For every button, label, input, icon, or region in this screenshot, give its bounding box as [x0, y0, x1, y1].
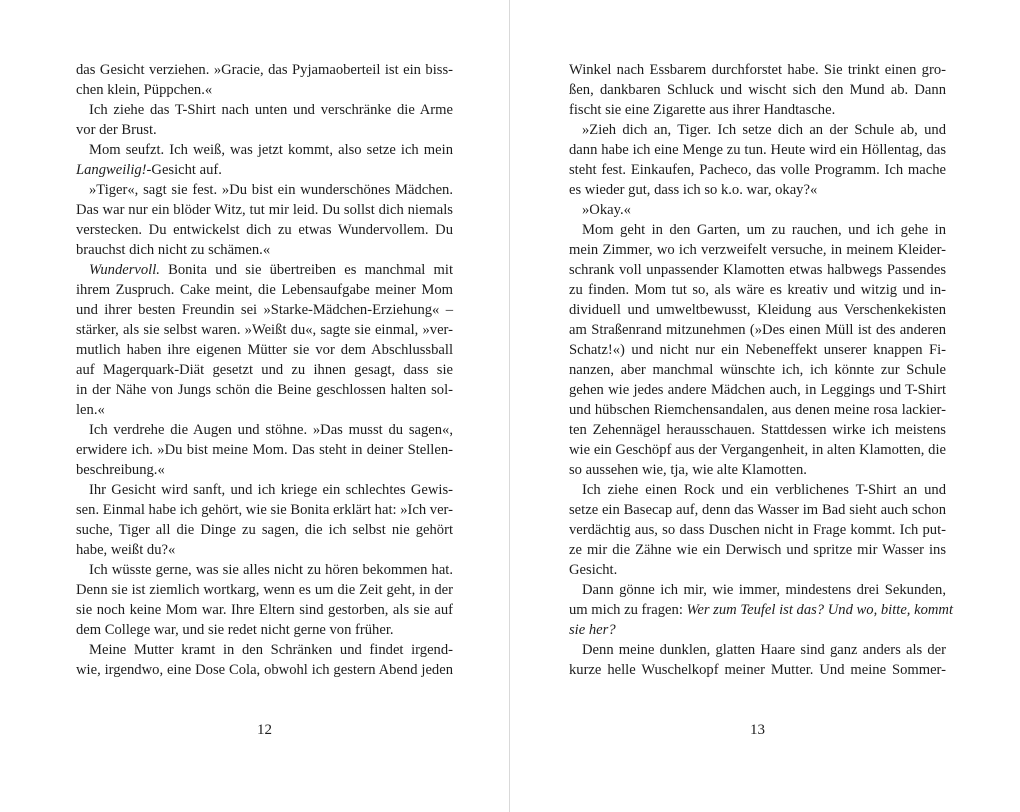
- text-line: fischt sie eine Zigarette aus ihrer Handtasche.: [569, 102, 836, 118]
- text-line: dann habe ich eine Menge zu tun. Heute wird ein Höllentag, das: [569, 142, 946, 158]
- text-line: in der Nähe von Jungs schön die Beine geschlossen halten sol-: [76, 382, 453, 398]
- text-line: das Gesicht verziehen. »Gracie, das Pyjamaoberteil ist ein biss-: [76, 62, 453, 78]
- text-line: Dann gönne ich mir, wie immer, mindestens drei Sekunden,: [582, 582, 946, 598]
- italic-word: Wundervoll.: [89, 262, 160, 278]
- text-line-italic-lead: Langweilig!-Gesicht auf.: [76, 162, 222, 178]
- text-line: stärker, als sie selbst waren. »Weißt du«, sagte sie einmal, »ver-: [76, 322, 453, 338]
- text-line: Gesicht.: [569, 562, 618, 578]
- text-line: erwidere ich. »Du bist meine Mom. Das steht in deiner Stellen-: [76, 442, 453, 458]
- italic-word: Langweilig!: [76, 162, 147, 178]
- text-line: »Okay.«: [582, 202, 631, 218]
- text-line: sie noch keine Mom war. Ihre Eltern sind gestorben, als sie auf: [76, 602, 453, 618]
- text-line: und ihrer besten Freundin sei »Starke-Mädchen-Erziehung« –: [76, 302, 453, 318]
- text-line: Denn sie ist ziemlich wortkarg, wenn es um die Zeit geht, in der: [76, 582, 453, 598]
- text-line: dividuell und umweltbewusst, Kleidung aus Verschenkekisten: [569, 302, 946, 318]
- text-line: zu finden. Mom tut so, als wäre es kreativ und witzig und in-: [569, 282, 946, 298]
- text-line: so aussehen wie, tja, wie alte Klamotten.: [569, 462, 807, 478]
- text-line: am Straßenrand mitzunehmen (»Des einen Müll ist des anderen: [569, 322, 946, 338]
- text-line: Ich wüsste gerne, was sie alles nicht zu hören bekommen hat.: [89, 562, 453, 578]
- text-line: verstecken. Du entwickelst dich zu etwas Wundervollem. Du: [76, 222, 453, 238]
- page-number-left: 12: [257, 722, 272, 738]
- text-line: Mom seufzt. Ich weiß, was jetzt kommt, also setze ich mein: [89, 142, 453, 158]
- text-line: setze ein Basecap auf, denn das Wasser im Bad sieht auch schon: [569, 502, 946, 518]
- right-page-body: [569, 60, 954, 680]
- text-line: Schatz!«) und nicht nur ein Nebeneffekt unserer knappen Fi-: [569, 342, 946, 358]
- text-line: Ich verdrehe die Augen und stöhne. »Das musst du sagen«,: [89, 422, 453, 438]
- text-line: ten Zehennägel herausschauen. Stattdessen wirke ich meistens: [569, 422, 946, 438]
- text-line: Ich ziehe das T-Shirt nach unten und verschränke die Arme: [89, 102, 453, 118]
- italic-phrase: Wer zum Teufel ist das? Und wo, bitte, kommt: [686, 602, 954, 618]
- text-line: Mom geht in den Garten, um zu rauchen, und ich gehe in: [582, 222, 946, 238]
- text-line-italic-lead: Wundervoll. Bonita und sie übertreiben es manchmal mit: [89, 262, 453, 278]
- text-line: habe, weißt du?«: [76, 542, 176, 558]
- text-line: ze mir die Zähne wie ein Derwisch und spritze mir Wasser ins: [569, 542, 946, 558]
- text-line: wie ein Geschöpf aus der Vergangenheit, in alten Klamotten, die: [569, 442, 946, 458]
- text-line: suche, Tiger all die Dinge zu sagen, die ich selbst nie gehört: [76, 522, 453, 538]
- text-line: auf Magerquark-Diät gesetzt und zu ihnen gesagt, dass sie: [76, 362, 453, 378]
- text-line: Das war nur ein blöder Witz, tut mir leid. Du sollst dich niemals: [76, 202, 453, 218]
- text-line: Meine Mutter kramt in den Schränken und findet irgend-: [89, 642, 453, 658]
- text-line: steht fest. Einkaufen, Pacheco, das volle Programm. Ich mache: [569, 162, 946, 178]
- text-line: ihrem Zuspruch. Cake meint, die Lebensaufgabe meiner Mom: [76, 282, 453, 298]
- text-line: vor der Brust.: [76, 122, 157, 138]
- text-line: Ich ziehe einen Rock und ein verblichenes T-Shirt an und: [582, 482, 946, 498]
- text-line-italic: [569, 620, 946, 640]
- italic-phrase: sie her?: [569, 622, 616, 638]
- text-line: »Tiger«, sagt sie fest. »Du bist ein wunderschönes Mädchen.: [89, 182, 453, 198]
- text-line: »Zieh dich an, Tiger. Ich setze dich an der Schule ab, und: [582, 122, 946, 138]
- text-line: Denn meine dunklen, glatten Haare sind ganz anders als der: [582, 642, 946, 658]
- text-line: kurze helle Wuschelkopf meiner Mutter. Und meine Sommer-: [569, 662, 946, 678]
- page-number-right: 13: [750, 722, 765, 738]
- text-line: dem College war, und sie redet nicht gerne von früher.: [76, 622, 394, 638]
- text-line: es wieder gut, dass ich so k.o. war, okay?«: [569, 182, 818, 198]
- text-line: wie, irgendwo, eine Dose Cola, obwohl ich gestern Abend jeden: [76, 662, 453, 678]
- text-line: gehen wie jedes andere Mädchen auch, in Leggings und T-Shirt: [569, 382, 946, 398]
- text-line: brauchst dich nicht zu schämen.«: [76, 242, 271, 258]
- text-line: beschreibung.«: [76, 462, 165, 478]
- text-line: Winkel nach Essbarem durchforstet habe. Sie trinkt einen gro-: [569, 62, 946, 78]
- text-line: schrank voll unpassender Klamotten etwas halbwegs Passendes: [569, 262, 946, 278]
- text-line: mein Zimmer, wo ich verzweifelt versuche, in meinem Kleider-: [569, 242, 946, 258]
- text-line: und hübschen Riemchensandalen, aus denen meine rosa lackier-: [569, 402, 946, 418]
- right-page: [569, 60, 954, 680]
- text-line: mutlich haben ihre eigenen Mütter sie vor dem Abschlussball: [76, 342, 453, 358]
- text-line: ßen, dankbaren Schluck und wischt sich den Mund ab. Dann: [569, 82, 946, 98]
- page-gutter: [509, 0, 510, 812]
- text-line: chen klein, Püppchen.«: [76, 82, 213, 98]
- left-page-body: [76, 60, 453, 680]
- text-line: len.«: [76, 402, 105, 418]
- text-line: verdächtig aus, so dass Duschen nicht in Frage kommt. Ich put-: [569, 522, 946, 538]
- text-line: nanzen, aber manchmal wünschte ich, ich könnte zur Schule: [569, 362, 946, 378]
- text-line: sen. Einmal habe ich gehört, wie sie Bonita erklärt hat: »Ich ver-: [76, 502, 453, 518]
- text-line: Ihr Gesicht wird sanft, und ich kriege ein schlechtes Gewis-: [89, 482, 453, 498]
- left-page: [76, 60, 453, 680]
- text-line-italic-tail: um mich zu fragen: Wer zum Teufel ist das? Und wo, bitte, kommt: [569, 602, 954, 618]
